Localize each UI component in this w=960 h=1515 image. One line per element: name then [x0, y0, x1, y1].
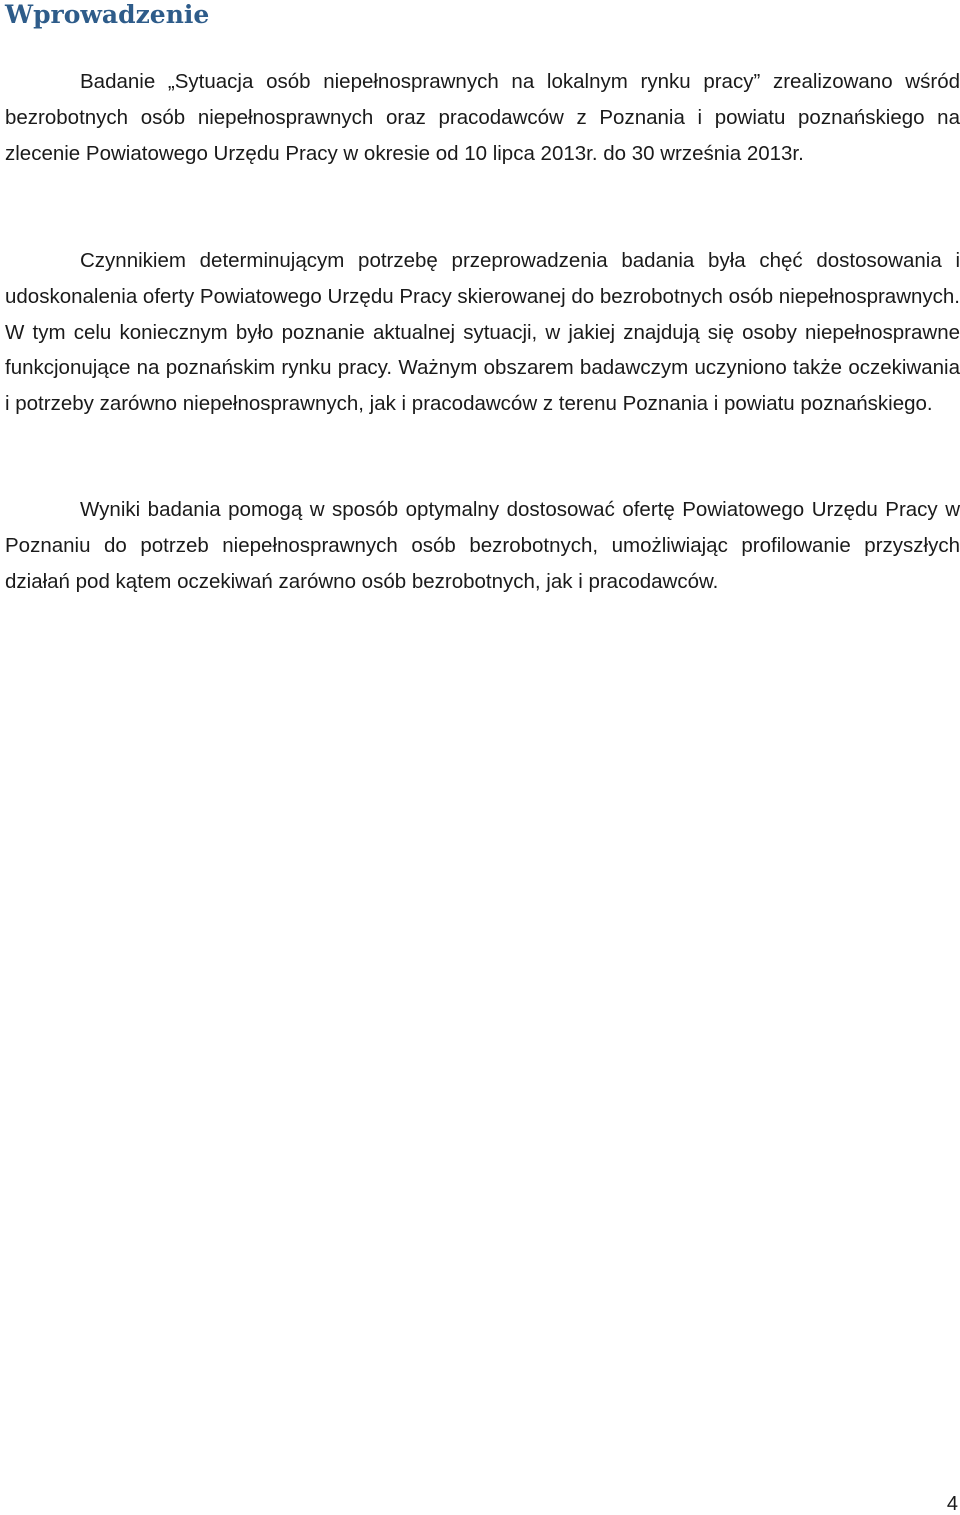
- page-number: 4: [946, 1493, 958, 1515]
- section-heading: Wprowadzenie: [5, 0, 210, 29]
- paragraph-intro: Badanie „Sytuacja osób niepełnosprawnych na lokalnym rynku pracy” zrealizowano wśród bezrobotnych osób niepełnosprawnych oraz pracodawców z Poznania i powiatu poznańskiego na zlecenie Powiatowego Urzędu Pracy w okresie od 10 lipca 2013r. do 30 września 2013r.: [5, 70, 960, 165]
- paragraph-motivation: Czynnikiem determinującym potrzebę przeprowadzenia badania była chęć dostosowania i udoskonalenia oferty Powiatowego Urzędu Pracy skierowanej do bezrobotnych osób niepełnosprawnych. W tym celu koniecznym było poznanie aktualnej sytuacji, w jakiej znajdują się osoby niepełnosprawne funkcjonujące na poznańskim rynku pracy. Ważnym obszarem badawczym uczyniono także oczekiwania i potrzeby zarówno niepełnosprawnych, jak i pracodawców z terenu Poznania i powiatu poznańskiego.: [5, 249, 960, 416]
- paragraph-results: Wyniki badania pomogą w sposób optymalny dostosować ofertę Powiatowego Urzędu Pracy w Poznaniu do potrzeb niepełnosprawnych osób bezrobotnych, umożliwiając profilowanie przyszłych działań pod kątem oczekiwań zarówno osób bezrobotnych, jak i pracodawców.: [5, 498, 960, 593]
